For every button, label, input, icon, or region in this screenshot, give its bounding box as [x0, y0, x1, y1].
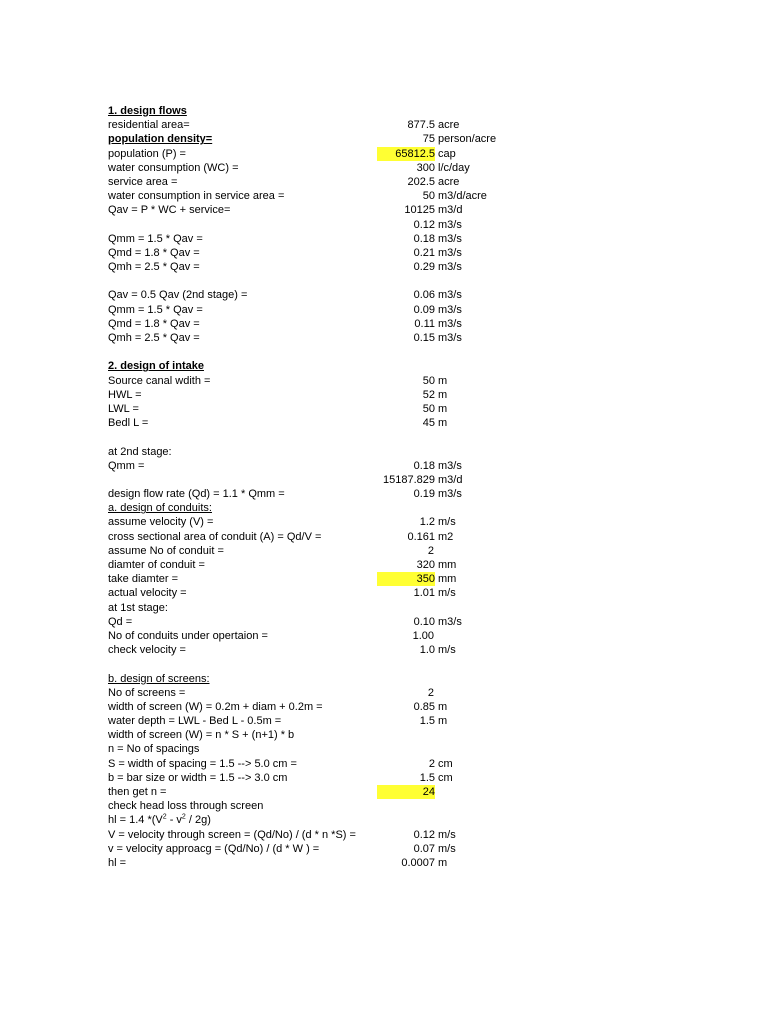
row-value: 0.07: [413, 842, 435, 855]
row-value: 0.85: [413, 700, 435, 713]
sheet-row: [0, 586, 768, 600]
row-value: 15187.829: [383, 473, 435, 486]
sheet-row: [0, 459, 768, 473]
sheet-row: [0, 813, 768, 827]
row-label: V = velocity through screen = (Qd/No) / (d * n *S) =: [108, 828, 356, 841]
row-unit: m3/s: [438, 303, 462, 316]
row-unit: l/c/day: [438, 161, 470, 174]
row-value: 202.5: [407, 175, 435, 188]
sheet-row: [0, 260, 768, 274]
sheet-row: [0, 189, 768, 203]
sheet-row: [0, 728, 768, 742]
sheet-row: [0, 842, 768, 856]
row-unit: m/s: [438, 644, 456, 657]
row-value: 2: [427, 544, 434, 557]
row-value: 2: [427, 686, 434, 699]
row-unit: m3/s: [438, 615, 462, 628]
row-value: [377, 147, 435, 161]
row-value: 1.5: [419, 715, 435, 728]
row-unit: m/s: [438, 587, 456, 600]
row-unit: mm: [438, 573, 457, 586]
sheet-row: [0, 445, 768, 459]
sheet-row: [0, 161, 768, 175]
sheet-row: [0, 402, 768, 416]
sheet-row: [0, 473, 768, 487]
row-label: No of screens =: [108, 686, 186, 699]
row-unit: m: [438, 388, 448, 401]
row-unit: cm: [438, 771, 453, 784]
row-unit: m2: [438, 530, 454, 543]
row-label: v = velocity approacg = (Qd/No) / (d * W ) =: [108, 842, 320, 855]
sheet-row: [0, 572, 768, 586]
row-unit: m3/d/acre: [438, 190, 487, 203]
row-label: take diamter =: [108, 573, 179, 586]
row-label: water consumption (WC) =: [108, 161, 239, 174]
sheet-row: [0, 416, 768, 430]
row-label: hl = 1.4 $*(V^2 - v^2 / 2g)$: [108, 813, 211, 827]
sheet-row: [0, 317, 768, 331]
row-label: actual velocity =: [108, 587, 187, 600]
row-label: n = No of spacings: [108, 743, 200, 756]
section-heading: 1. design flows: [108, 105, 187, 117]
row-value: 1.00: [412, 629, 434, 642]
sheet-row: [0, 629, 768, 643]
sheet-row: [0, 515, 768, 529]
row-label: Qav = 0.5 Qav (2nd stage) =: [108, 289, 248, 302]
row-value: 0.21: [413, 246, 435, 259]
sheet-row: [0, 218, 768, 232]
row-value: 1.01: [413, 587, 435, 600]
sheet-row: [0, 771, 768, 785]
row-label: assume No of conduit =: [108, 544, 224, 557]
row-unit: m/s: [438, 842, 456, 855]
highlighted-cell: 65812.5: [377, 147, 435, 161]
sheet-row: [0, 430, 768, 444]
row-label: Qmm =: [108, 459, 145, 472]
sheet-row: [0, 686, 768, 700]
row-unit: m: [438, 374, 448, 387]
sheet-row: [0, 501, 768, 515]
row-value: 0.161: [407, 530, 435, 543]
row-label: Bedl L =: [108, 417, 149, 430]
section-heading: 2. design of intake: [108, 360, 204, 373]
sheet-row: [0, 232, 768, 246]
row-label: hl =: [108, 856, 127, 869]
row-value: 0.10: [413, 615, 435, 628]
row-unit: m3/s: [438, 261, 462, 274]
row-label: check head loss through screen: [108, 800, 264, 813]
row-unit: m3/s: [438, 246, 462, 259]
row-value: 1.0: [419, 644, 435, 657]
sheet-row: [0, 757, 768, 771]
sheet-row: [0, 643, 768, 657]
sheet-row: [0, 601, 768, 615]
sheet-row: [0, 288, 768, 302]
row-label: Source canal wdith =: [108, 374, 211, 387]
row-value: 0.09: [413, 303, 435, 316]
row-label: design flow rate (Qd) = 1.1 * Qmm =: [108, 488, 285, 501]
row-value: [377, 785, 435, 799]
row-label: No of conduits under opertaion =: [108, 629, 268, 642]
row-value: 75: [422, 133, 435, 146]
row-value: 10125: [404, 204, 435, 217]
row-label: at 2nd stage:: [108, 445, 172, 458]
row-unit: m3/s: [438, 232, 462, 245]
section-heading: b. design of screens:: [108, 672, 210, 685]
row-label: HWL =: [108, 388, 142, 401]
sheet-row: [0, 274, 768, 288]
sheet-row: [0, 331, 768, 345]
sheet-row: [0, 558, 768, 572]
row-label: water depth = LWL - Bed L - 0.5m =: [108, 715, 282, 728]
row-value: 52: [422, 388, 435, 401]
sheet-row: [0, 544, 768, 558]
row-label: assume velocity (V) =: [108, 516, 214, 529]
row-label: Qmd = 1.8 * Qav =: [108, 246, 200, 259]
row-label: Qmm = 1.5 * Qav =: [108, 232, 203, 245]
row-label: check velocity =: [108, 644, 186, 657]
row-unit: mm: [438, 559, 457, 571]
row-value: 300: [416, 161, 435, 174]
sheet-row: [0, 530, 768, 544]
row-unit: m/s: [438, 828, 456, 841]
row-label: Qd =: [108, 615, 133, 628]
row-unit: person/acre: [438, 133, 497, 146]
row-label: diamter of conduit =: [108, 559, 205, 571]
row-unit: m3/d: [438, 473, 463, 486]
sheet-row: [0, 246, 768, 260]
row-value: 0.11: [414, 317, 435, 330]
row-value: 2: [428, 757, 435, 770]
row-label: Qmh = 2.5 * Qav =: [108, 332, 200, 344]
row-unit: m3/s: [438, 459, 462, 472]
sheet-row: [0, 700, 768, 714]
sheet-row: [0, 828, 768, 842]
row-unit: cap: [438, 147, 456, 160]
worksheet: [0, 104, 768, 870]
row-label: Qmh = 2.5 * Qav =: [108, 261, 200, 274]
row-label: cross sectional area of conduit (A) = Qd/V =: [108, 530, 322, 543]
sheet-row: [0, 203, 768, 217]
row-label: population (P) =: [108, 147, 186, 160]
row-unit: m3/s: [438, 289, 462, 302]
sheet-row: [0, 615, 768, 629]
row-unit: m: [438, 402, 448, 415]
row-label: width of screen (W) = 0.2m + diam + 0.2m =: [108, 700, 323, 713]
row-label: Qmd = 1.8 * Qav =: [108, 317, 200, 330]
section-heading: population density=: [108, 133, 213, 146]
sheet-row: [0, 118, 768, 132]
row-unit: m3/s: [438, 218, 462, 231]
row-label: S = width of spacing = 1.5 --> 5.0 cm =: [108, 757, 297, 770]
sheet-row: [0, 388, 768, 402]
sheet-row: [0, 799, 768, 813]
row-value: 50: [422, 190, 435, 203]
row-value: 0.06: [413, 289, 435, 302]
row-value: 0.19: [413, 488, 435, 501]
row-unit: acre: [438, 119, 460, 132]
row-unit: m: [438, 715, 448, 728]
sheet-row: [0, 303, 768, 317]
sheet-row: [0, 359, 768, 373]
row-value: 1.5: [419, 771, 435, 784]
row-value: 50: [422, 402, 435, 415]
sheet-row: [0, 104, 768, 118]
row-value: 0.15: [413, 332, 435, 344]
row-value: 320: [416, 559, 435, 571]
row-value: 877.5: [407, 119, 435, 132]
highlighted-cell: 24: [377, 785, 435, 799]
sheet-row: [0, 487, 768, 501]
row-unit: m3/d: [438, 204, 463, 217]
row-label: Qav = P * WC + service=: [108, 204, 231, 217]
row-unit: acre: [438, 175, 460, 188]
row-unit: m3/s: [438, 332, 462, 344]
row-value: 0.12: [413, 828, 435, 841]
sheet-row: [0, 345, 768, 359]
row-label: service area =: [108, 175, 178, 188]
highlighted-cell: 350: [377, 572, 435, 586]
sheet-row: [0, 132, 768, 146]
row-value: 1.2: [419, 516, 435, 529]
row-unit: m3/s: [438, 488, 462, 501]
row-unit: m/s: [438, 516, 456, 529]
row-unit: m3/s: [438, 317, 462, 330]
sheet-row: [0, 714, 768, 728]
row-value: [377, 572, 435, 586]
sheet-row: [0, 785, 768, 799]
row-label: LWL =: [108, 402, 139, 415]
row-label: Qmm = 1.5 * Qav =: [108, 303, 203, 316]
row-unit: m: [438, 700, 448, 713]
row-unit: cm: [438, 757, 453, 770]
row-label: width of screen (W) = n * S + (n+1) * b: [108, 729, 295, 742]
row-value: 0.18: [413, 232, 435, 245]
row-value: 45: [422, 417, 435, 430]
row-label: then get n =: [108, 786, 167, 798]
sheet-row: [0, 175, 768, 189]
row-unit: m: [438, 417, 448, 430]
row-label: at 1st stage:: [108, 601, 168, 614]
section-heading: a. design of conduits:: [108, 502, 212, 515]
sheet-row: [0, 374, 768, 388]
row-value: 0.18: [413, 459, 435, 472]
sheet-row: [0, 672, 768, 686]
sheet-row: [0, 742, 768, 756]
row-value: 0.29: [413, 261, 435, 274]
row-value: 50: [422, 374, 435, 387]
row-unit: m: [438, 856, 448, 869]
row-label: b = bar size or width = 1.5 --> 3.0 cm: [108, 771, 288, 784]
sheet-row: [0, 147, 768, 161]
row-value: 0.12: [413, 218, 435, 231]
row-label: water consumption in service area =: [108, 190, 285, 203]
sheet-row: [0, 657, 768, 671]
sheet-row: [0, 856, 768, 870]
row-value: 0.0007: [401, 856, 435, 869]
row-label: residential area=: [108, 119, 190, 132]
